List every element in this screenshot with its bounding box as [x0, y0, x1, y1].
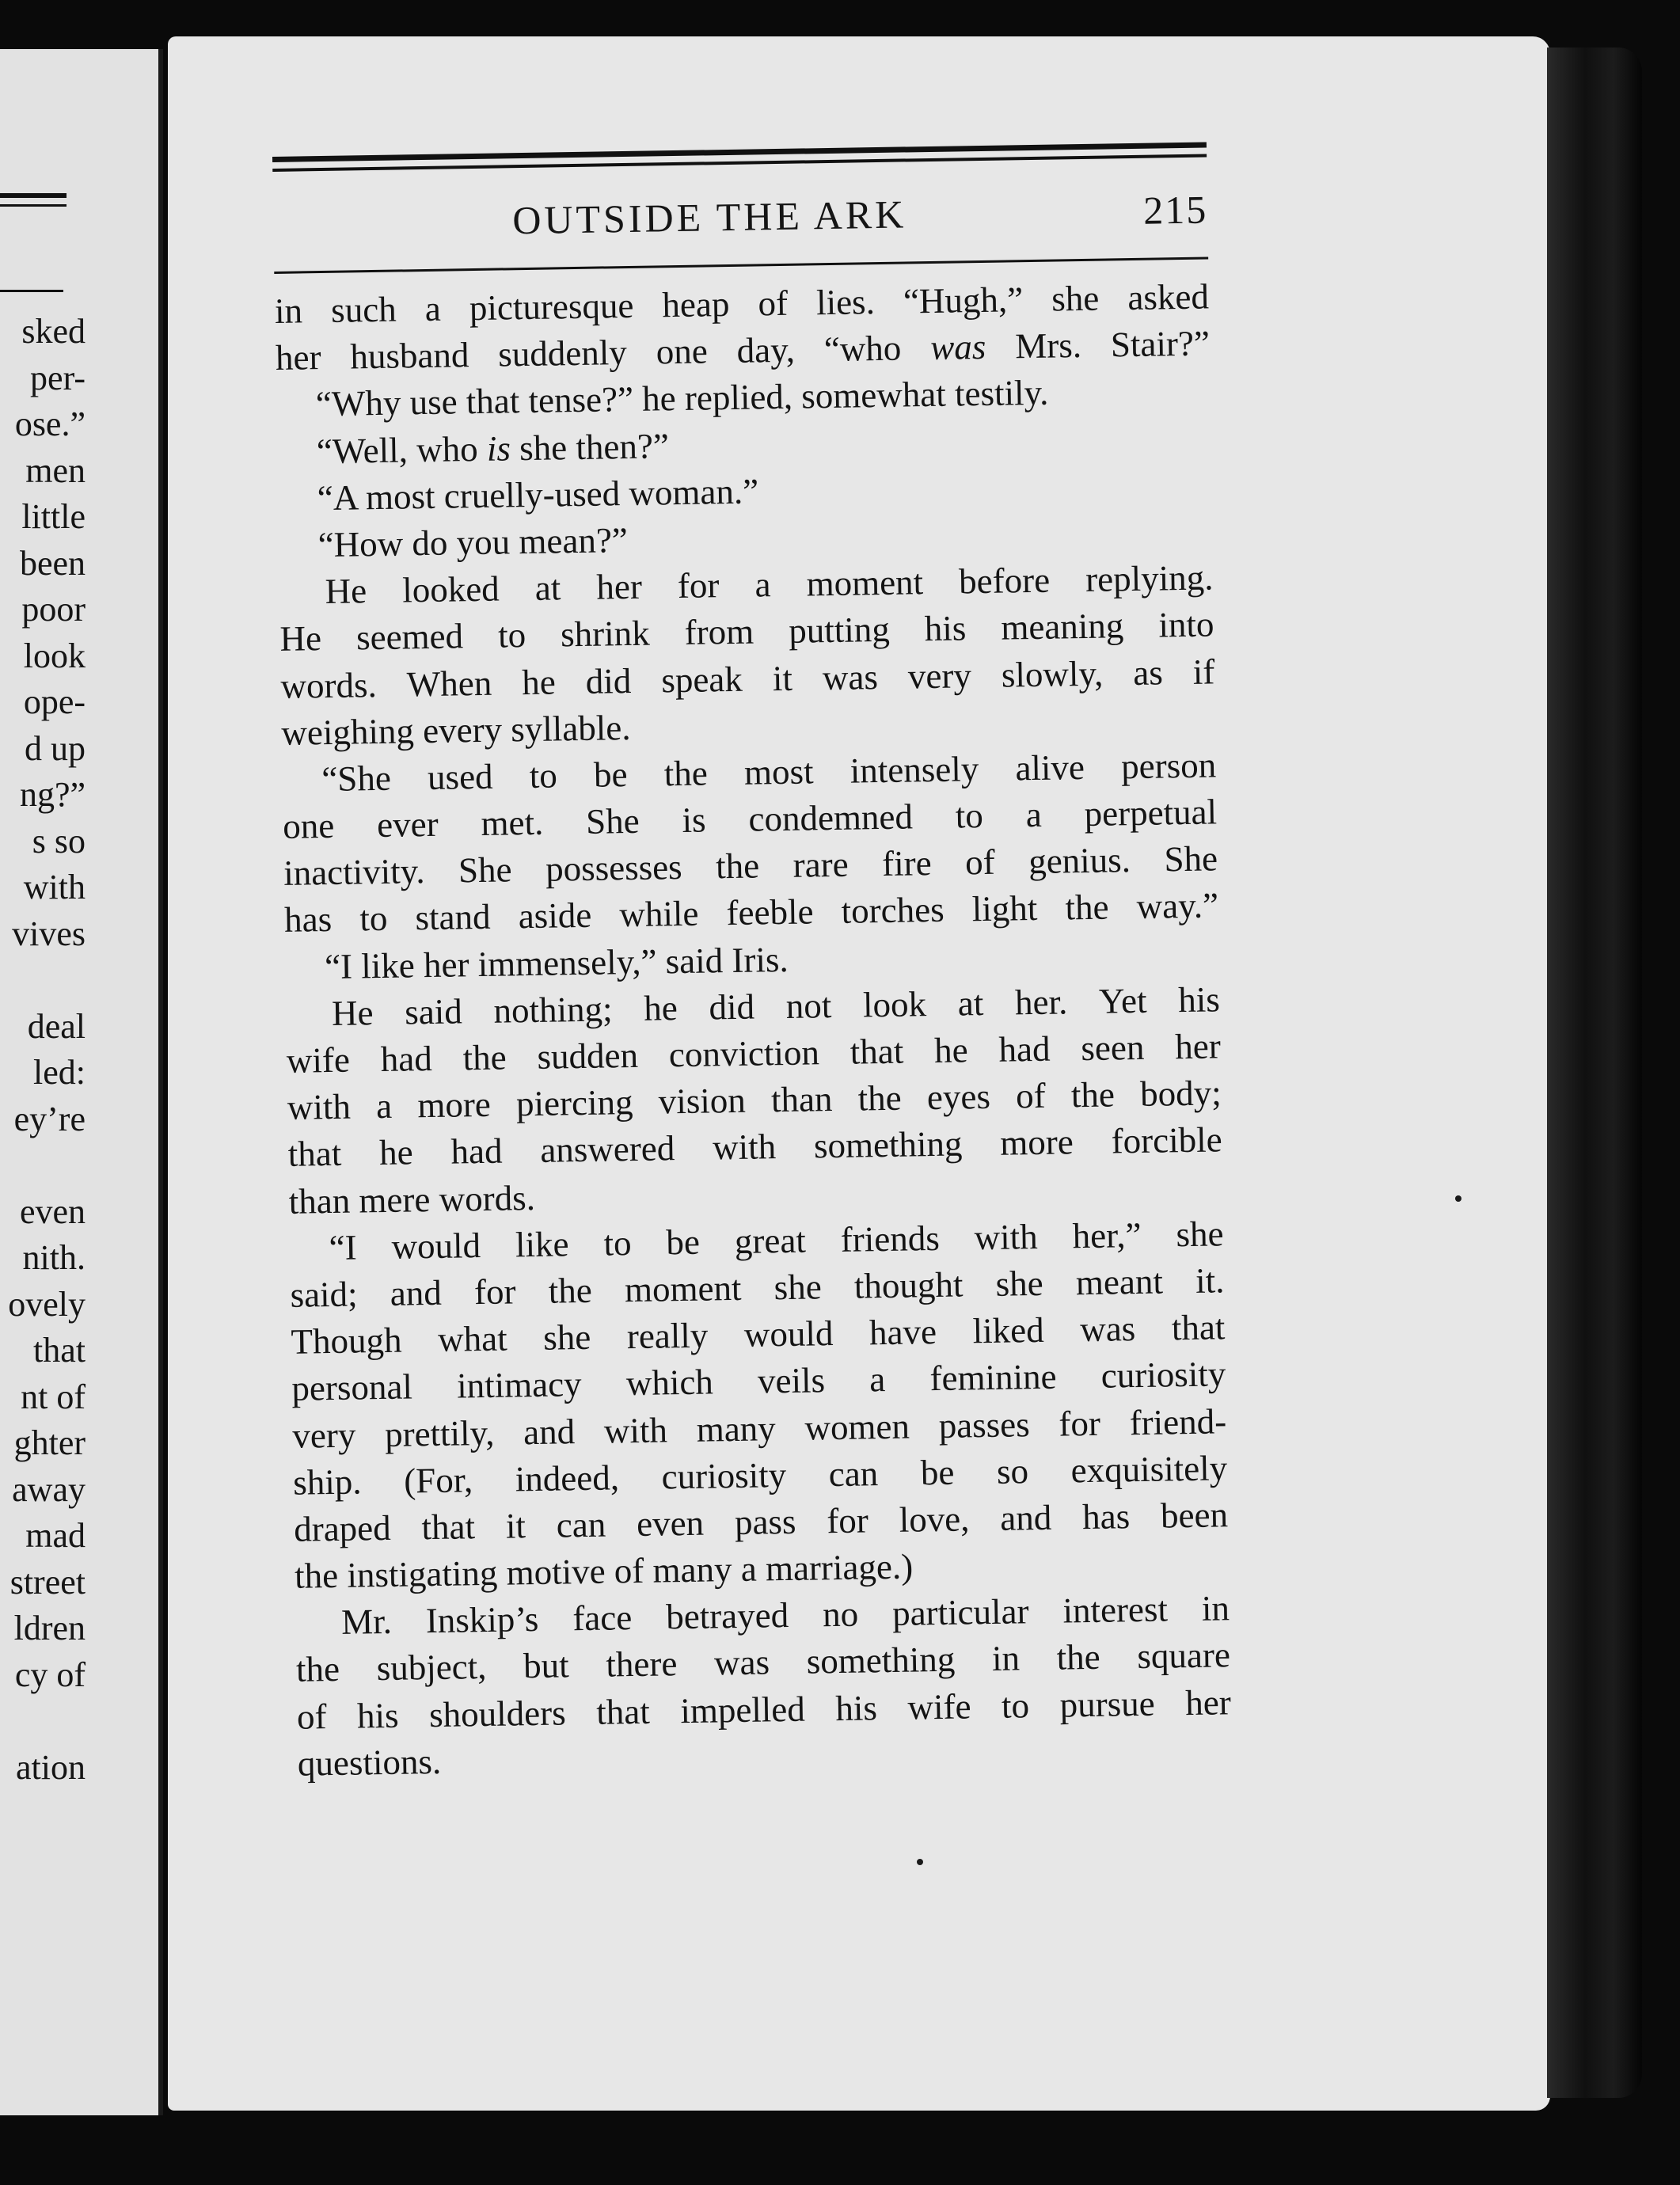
left-line-end: ey’re — [13, 1099, 86, 1138]
text-line: He said nothing; he did not look at her. Yet his — [331, 979, 1221, 1033]
left-header-rule — [0, 193, 67, 198]
left-line-end: s so — [32, 821, 86, 861]
text-line: weighing every syllable. — [281, 707, 631, 753]
running-title: OUTSIDE THE ARK — [511, 192, 907, 243]
text-line: words. When he did speak it was very slowly, as if — [280, 651, 1215, 706]
left-line-end: with — [23, 868, 86, 906]
text-line: “I like her immensely,” said Iris. — [324, 939, 789, 986]
text-line: He seemed to shrink from putting his meaning into — [279, 604, 1214, 659]
left-line-end: look — [23, 636, 86, 675]
left-header-rule-thin — [0, 204, 67, 207]
left-line-end: vives — [12, 914, 86, 953]
text-line: in such a picturesque heap of lies. “Hugh,” she asked — [274, 276, 1210, 331]
text-line: that he had answered with something more forcible — [287, 1119, 1222, 1175]
text-line: said; and for the moment she thought she meant it. — [290, 1260, 1225, 1315]
running-head — [273, 186, 1208, 256]
text-line: than mere words. — [288, 1177, 536, 1222]
left-line-end: ose.” — [14, 405, 86, 443]
left-line-end: men — [25, 450, 86, 490]
left-facing-page — [0, 49, 163, 2115]
left-line-end: street — [10, 1562, 86, 1602]
left-line-end: that — [33, 1331, 86, 1370]
left-line-end: ovely — [8, 1284, 86, 1324]
text-line: her husband suddenly one day, “who was Mrs. Stair?” — [275, 323, 1211, 378]
left-running-head-rule — [0, 290, 63, 292]
speck — [1455, 1195, 1461, 1202]
left-line-end: nith. — [22, 1238, 86, 1277]
left-line-end: poor — [21, 590, 86, 629]
left-line-end: nt of — [21, 1377, 86, 1416]
text-line: personal intimacy which veils a feminine curiosity — [291, 1354, 1226, 1409]
page-content — [272, 142, 1249, 1867]
text-line: the instigating motive of many a marriage.) — [294, 1546, 914, 1596]
left-line-end: deal — [27, 1006, 86, 1046]
page-number: 215 — [1142, 187, 1208, 233]
text-line: of his shoulders that impelled his wife to pursue her — [296, 1682, 1232, 1737]
text-line: inactivity. She possesses the rare fire of genius. She — [283, 838, 1218, 894]
left-page-text — [0, 309, 86, 1791]
text-line: “Why use that tense?” he replied, somewhat testily. — [315, 373, 1049, 424]
left-line-end: even — [19, 1191, 86, 1231]
text-line: “I would like to be great friends with her,” she — [329, 1214, 1224, 1267]
text-line: one ever met. She is condemned to a perpetual — [282, 792, 1218, 846]
left-line-end: per- — [30, 358, 86, 397]
left-line-end — [0, 1142, 86, 1189]
left-line-end: ope- — [23, 682, 86, 721]
text-line: very prettily, and with many women passes for friend- — [291, 1400, 1227, 1456]
left-line-end: d up — [25, 728, 86, 768]
left-line-end: ldren — [13, 1609, 86, 1647]
text-line: “Well, who is she then?” — [316, 425, 670, 471]
left-line-end — [0, 1698, 86, 1745]
text-line: draped that it can even pass for love, and has been — [293, 1495, 1229, 1549]
text-line: ship. (For, indeed, curiosity can be so exquisitely — [292, 1447, 1228, 1503]
left-line-end: ation — [16, 1747, 86, 1787]
text-line: “She used to be the most intensely alive person — [321, 745, 1217, 799]
left-line-end: cy of — [14, 1655, 86, 1694]
left-line-end: little — [21, 497, 86, 536]
text-line: wife had the sudden conviction that he had seen her — [286, 1026, 1222, 1081]
left-line-end: led: — [33, 1053, 86, 1092]
text-line: He looked at her for a moment before replying. — [325, 557, 1214, 612]
body-text — [275, 273, 1233, 1787]
text-line: with a more piercing vision than the eyes of the body; — [287, 1073, 1222, 1128]
left-line-end: away — [12, 1469, 86, 1509]
page-edge — [1547, 48, 1642, 2098]
left-line-end: ghter — [13, 1423, 86, 1462]
left-line-end: been — [19, 543, 86, 583]
left-line-end: sked — [21, 312, 86, 351]
text-line: questions. — [297, 1741, 442, 1784]
text-line: Mr. Inskip’s face betrayed no particular interest in — [340, 1588, 1230, 1643]
text-line: “How do you mean?” — [317, 519, 629, 565]
left-line-end — [0, 957, 86, 1004]
running-head-rule — [274, 256, 1208, 274]
left-line-end: mad — [25, 1516, 86, 1555]
speck — [917, 1859, 923, 1865]
text-line: “A most cruelly-used woman.” — [317, 471, 759, 518]
left-line-end: ng?” — [19, 775, 86, 814]
text-line: has to stand aside while feeble torches light the way.” — [283, 885, 1219, 940]
text-line: Though what she really would have liked was that — [291, 1307, 1226, 1362]
text-line: the subject, but there was something in the square — [295, 1635, 1231, 1690]
